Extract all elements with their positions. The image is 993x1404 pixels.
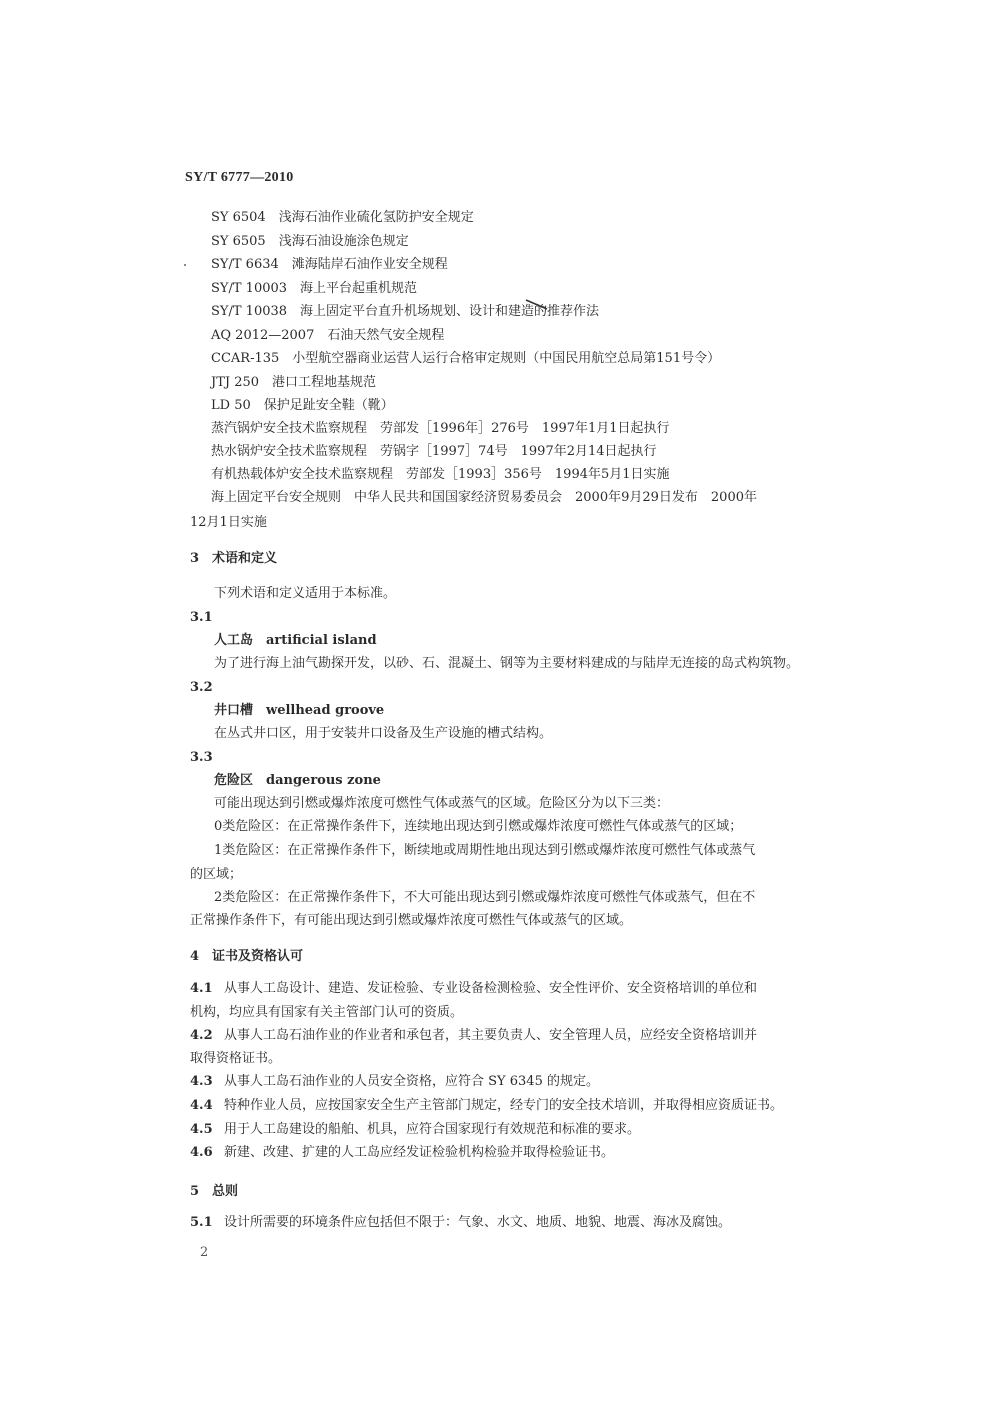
reference-item: SY 6505 浅海石油设施涂色规定 bbox=[211, 234, 409, 249]
section-heading bbox=[190, 1183, 238, 1201]
clause bbox=[190, 1027, 757, 1045]
section-heading bbox=[190, 550, 277, 568]
clause-text: 新建、改建、扩建的人工岛应经发证检验机构检验并取得检验证书。 bbox=[224, 1145, 615, 1160]
clause-text: 从事人工岛设计、建造、发证检验、专业设备检测检验、安全性评价、安全资格培训的单位和 bbox=[224, 981, 758, 996]
term-definition: 可能出现达到引燃或爆炸浓度可燃性气体或蒸气的区域。危险区分为以下三类： bbox=[214, 796, 670, 811]
pen-mark bbox=[525, 298, 549, 312]
section-number: 5 bbox=[190, 1184, 200, 1199]
section-heading bbox=[190, 948, 303, 966]
reference-item: 有机热载体炉安全技术监察规程 劳部发［1993］356号 1994年5月1日实施 bbox=[211, 467, 670, 482]
term-definition: 为了进行海上油气勘探开发，以砂、石、混凝土、钢等为主要材料建成的与陆岸无连接的岛式构筑物。 bbox=[214, 656, 800, 671]
term-title: 井口槽 wellhead groove bbox=[214, 703, 385, 718]
clause-number: 4.3 bbox=[190, 1074, 213, 1089]
clause bbox=[190, 980, 757, 998]
reference-item-continued: 12月1日实施 bbox=[190, 515, 267, 530]
clause-text: 特种作业人员，应按国家安全生产主管部门规定，经专门的安全技术培训，并取得相应资质证书。 bbox=[224, 1098, 784, 1113]
clause bbox=[190, 1097, 783, 1115]
term-number: 3.3 bbox=[190, 750, 213, 765]
clause-number: 4.2 bbox=[190, 1028, 213, 1043]
reference-item: SY 6504 浅海石油作业硫化氢防护安全规定 bbox=[211, 210, 474, 225]
reference-item: LD 50 保护足趾安全鞋（靴） bbox=[211, 398, 394, 413]
term-definition: 正常操作条件下，有可能出现达到引燃或爆炸浓度可燃性气体或蒸气的区域。 bbox=[190, 913, 633, 928]
standard-code-header: SY/T 6777—2010 bbox=[185, 170, 294, 185]
reference-item: CCAR-135 小型航空器商业运营人运行合格审定规则（中国民用航空总局第151号令） bbox=[211, 351, 721, 366]
term-definition: 在丛式井口区，用于安装井口设备及生产设施的槽式结构。 bbox=[214, 726, 553, 741]
clause-number: 4.5 bbox=[190, 1122, 213, 1137]
clause bbox=[190, 1144, 614, 1162]
clause-text: 从事人工岛石油作业的作业者和承包者，其主要负责人、安全管理人员，应经安全资格培训并 bbox=[224, 1028, 758, 1043]
clause-number: 4.6 bbox=[190, 1145, 213, 1160]
clause-text: 设计所需要的环境条件应包括但不限于：气象、水文、地质、地貌、地震、海冰及腐蚀。 bbox=[224, 1215, 732, 1230]
clause bbox=[190, 1121, 640, 1139]
term-definition: 的区域； bbox=[190, 867, 243, 882]
term-definition: 2类危险区：在正常操作条件下，不大可能出现达到引燃或爆炸浓度可燃性气体或蒸气，但在不 bbox=[214, 890, 756, 905]
section-number: 4 bbox=[190, 949, 200, 964]
scan-speck bbox=[184, 264, 186, 266]
reference-item: 蒸汽锅炉安全技术监察规程 劳部发［1996年］276号 1997年1月1日起执行 bbox=[211, 421, 670, 436]
page-number: 2 bbox=[200, 1245, 209, 1260]
reference-item: JTJ 250 港口工程地基规范 bbox=[211, 375, 377, 390]
section-title: 总则 bbox=[212, 1184, 239, 1199]
clause-number: 4.4 bbox=[190, 1098, 213, 1113]
term-title: 危险区 dangerous zone bbox=[214, 773, 381, 788]
term-definition: 1类危险区：在正常操作条件下，断续地或周期性地出现达到引燃或爆炸浓度可燃性气体或蒸气 bbox=[214, 843, 756, 858]
term-title: 人工岛 artificial island bbox=[214, 633, 377, 648]
term-number: 3.2 bbox=[190, 680, 213, 695]
reference-item: 海上固定平台安全规则 中华人民共和国国家经济贸易委员会 2000年9月29日发布 2000年 bbox=[211, 490, 757, 505]
reference-item: 热水锅炉安全技术监察规程 劳锅字［1997］74号 1997年2月14日起执行 bbox=[211, 444, 657, 459]
section-title: 证书及资格认可 bbox=[212, 949, 304, 964]
term-number: 3.1 bbox=[190, 610, 213, 625]
clause-number: 5.1 bbox=[190, 1215, 213, 1230]
reference-item: SY/T 6634 滩海陆岸石油作业安全规程 bbox=[211, 257, 448, 272]
reference-item: SY/T 10003 海上平台起重机规范 bbox=[211, 281, 418, 296]
section-title: 术语和定义 bbox=[212, 551, 278, 566]
clause-text: 从事人工岛石油作业的人员安全资格，应符合 SY 6345 的规定。 bbox=[224, 1074, 599, 1089]
clause-continued: 机构，均应具有国家有关主管部门认可的资质。 bbox=[190, 1005, 464, 1020]
term-definition: 0类危险区：在正常操作条件下，连续地出现达到引燃或爆炸浓度可燃性气体或蒸气的区域； bbox=[214, 819, 743, 834]
section-number: 3 bbox=[190, 551, 200, 566]
clause bbox=[190, 1214, 731, 1232]
clause-text: 用于人工岛建设的船舶、机具，应符合国家现行有效规范和标准的要求。 bbox=[224, 1122, 641, 1137]
reference-item: AQ 2012—2007 石油天然气安全规程 bbox=[211, 328, 445, 343]
reference-item: SY/T 10038 海上固定平台直升机场规划、设计和建造的推荐作法 bbox=[211, 304, 600, 319]
clause-number: 4.1 bbox=[190, 981, 213, 996]
clause-continued: 取得资格证书。 bbox=[190, 1051, 282, 1066]
clause bbox=[190, 1073, 599, 1091]
section-intro: 下列术语和定义适用于本标准。 bbox=[214, 586, 397, 601]
